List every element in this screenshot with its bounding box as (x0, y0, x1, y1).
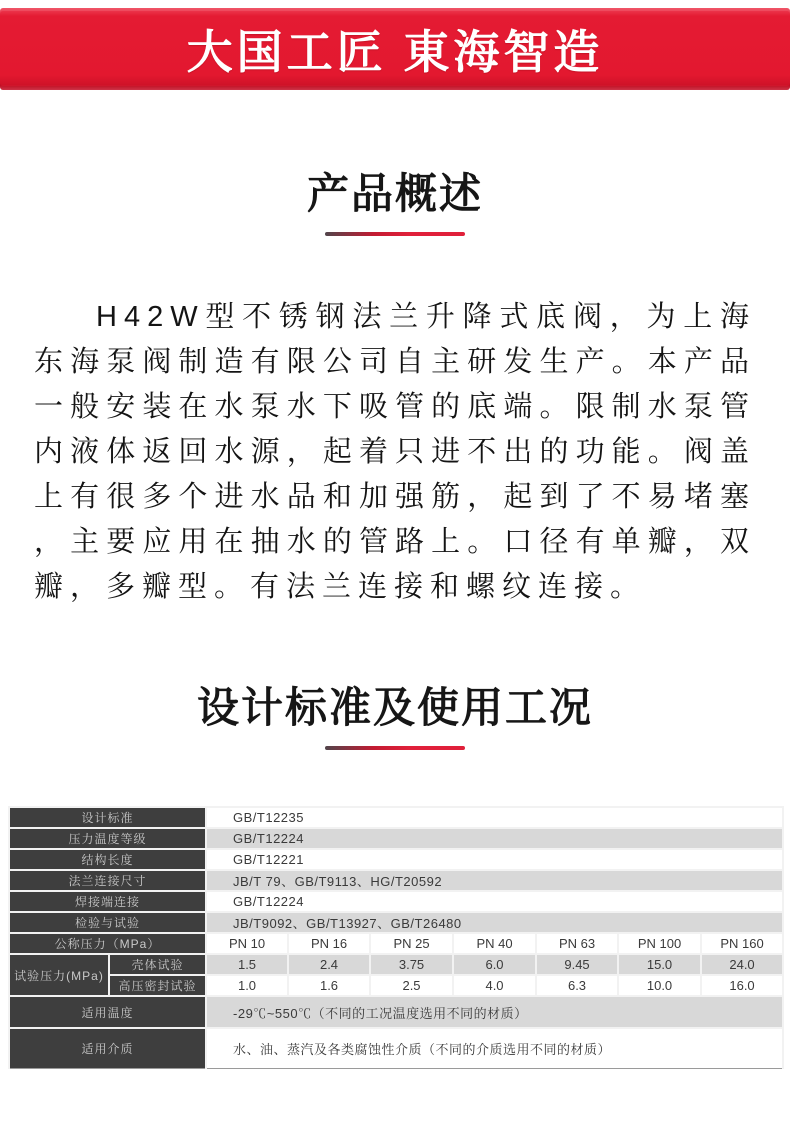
brand-banner-title: 大国工匠 東海智造 (186, 26, 604, 78)
table-row-design-standard (9, 807, 783, 828)
row-value: GB/T12224 (206, 828, 783, 849)
overview-paragraph: H42W型不锈钢法兰升降式底阀，为上海东海泵阀制造有限公司自主研发生产。本产品一般安装在水泵水下吸管的底端。限制水泵管内液体返回水源，起着只进不出的功能。阀盖上有很多个进水品和加强筋，起到了不易堵塞，主要应用在抽水的管路上。口径有单瓣，双瓣，多瓣型。有法兰连接和螺纹连接。 (34, 301, 756, 603)
shell-test-value: 3.75 (370, 954, 453, 975)
shell-test-value: 1.5 (206, 954, 288, 975)
row-label: 壳体试验 (109, 954, 206, 975)
shell-test-value: 9.45 (536, 954, 618, 975)
table-row-flange-dimensions (9, 870, 783, 891)
table-row-inspection-test (9, 912, 783, 933)
seal-test-value: 1.0 (206, 975, 288, 996)
pn-col: PN 25 (370, 933, 453, 954)
pn-col: PN 100 (618, 933, 701, 954)
test-pressure-group-label: 试验压力(MPa) (9, 954, 109, 996)
row-value: GB/T12235 (206, 807, 783, 828)
seal-test-value: 2.5 (370, 975, 453, 996)
row-label: 适用介质 (9, 1028, 206, 1068)
conditions-section-title: 设计标准及使用工况 (196, 684, 593, 731)
shell-test-value: 24.0 (701, 954, 783, 975)
row-label: 设计标准 (9, 807, 206, 828)
row-label: 高压密封试验 (109, 975, 206, 996)
seal-test-value: 10.0 (618, 975, 701, 996)
row-label: 结构长度 (9, 849, 206, 870)
row-label: 检验与试验 (9, 912, 206, 933)
table-row-pressure-temp-rating (9, 828, 783, 849)
row-value: GB/T12224 (206, 891, 783, 912)
table-row-nominal-pressure (9, 933, 783, 954)
row-value: GB/T12221 (206, 849, 783, 870)
seal-test-value: 4.0 (453, 975, 536, 996)
shell-test-value: 15.0 (618, 954, 701, 975)
table-row-seal-test (9, 975, 783, 996)
table-row-applicable-temperature (9, 996, 783, 1028)
seal-test-value: 16.0 (701, 975, 783, 996)
row-value: JB/T9092、GB/T13927、GB/T26480 (206, 912, 783, 933)
row-value: JB/T 79、GB/T9113、HG/T20592 (206, 870, 783, 891)
row-label: 焊接端连接 (9, 891, 206, 912)
shell-test-value: 2.4 (288, 954, 370, 975)
brand-banner (0, 8, 790, 90)
shell-test-value: 6.0 (453, 954, 536, 975)
table-row-shell-test (9, 954, 783, 975)
table-row-structure-length (9, 849, 783, 870)
table-row-weld-end (9, 891, 783, 912)
table-row-applicable-media (9, 1028, 783, 1068)
seal-test-value: 6.3 (536, 975, 618, 996)
row-label: 压力温度等级 (9, 828, 206, 849)
conditions-title-underline (325, 746, 465, 750)
pn-col: PN 40 (453, 933, 536, 954)
seal-test-value: 1.6 (288, 975, 370, 996)
row-value: -29℃~550℃（不同的工况温度选用不同的材质） (206, 996, 783, 1028)
pn-col: PN 160 (701, 933, 783, 954)
overview-title-underline (325, 232, 465, 236)
row-value: 水、油、蒸汽及各类腐蚀性介质（不同的介质选用不同的材质） (206, 1028, 783, 1068)
row-label: 公称压力（MPa） (9, 933, 206, 954)
pn-col: PN 16 (288, 933, 370, 954)
spec-table (8, 806, 784, 1069)
row-label: 法兰连接尺寸 (9, 870, 206, 891)
pn-col: PN 10 (206, 933, 288, 954)
row-label: 适用温度 (9, 996, 206, 1028)
overview-section-title: 产品概述 (306, 170, 483, 217)
pn-col: PN 63 (536, 933, 618, 954)
